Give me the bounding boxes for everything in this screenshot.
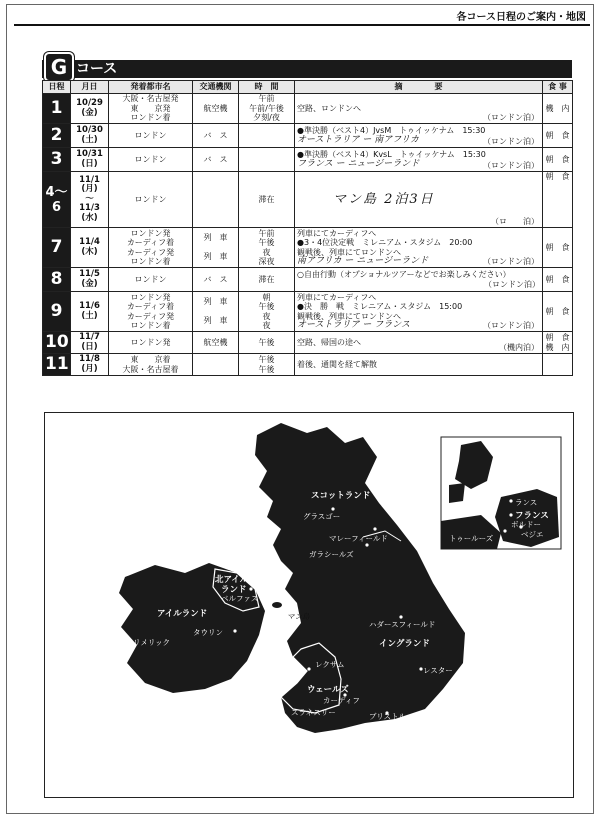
time-cell — [239, 332, 295, 354]
time-cell — [239, 124, 295, 148]
date-cell — [71, 268, 109, 292]
time-cell — [239, 354, 295, 376]
stay-text: （機内泊） — [499, 342, 539, 352]
date-text: 10/29 — [76, 98, 103, 108]
date-text: 11/5 — [79, 269, 100, 279]
meal-cell — [543, 268, 573, 292]
transport-text: 列 車 — [203, 297, 228, 307]
weekday-text: (土) — [81, 310, 98, 321]
summary-text: 列車にてカーディフへ — [297, 228, 377, 238]
date-cell — [71, 148, 109, 172]
label-scotland: スコットランド — [311, 491, 371, 501]
day-number: 3 — [43, 148, 71, 172]
city-text: ロンドン着 — [130, 113, 171, 123]
date-cell — [71, 354, 109, 376]
course-title-bar — [42, 60, 572, 78]
weekday-text: (木) — [81, 246, 98, 257]
day-number: 11 — [43, 354, 71, 376]
day-number: 7 — [43, 228, 71, 268]
city-cell — [109, 172, 193, 228]
label-swansea: スラネスリー — [291, 708, 336, 717]
stay-text: （ロンドン泊） — [483, 320, 539, 330]
city-text: カーディフ発 — [126, 247, 175, 257]
time-cell — [239, 148, 295, 172]
summary-cell — [295, 292, 543, 332]
label-wrexham: レクサム — [315, 660, 345, 669]
summary-text: 空路、ロンドンへ — [297, 103, 361, 113]
summary-text: ●準決勝（ベスト4）KvsL トゥイッケナム 15:30 — [297, 150, 486, 159]
city-cell — [109, 292, 193, 332]
transport-text: 航空機 — [203, 337, 228, 347]
transport-cell — [193, 228, 239, 268]
page-header-title: 各コース日程のご案内・地図 — [456, 12, 586, 23]
handwritten-note: 南アフリカ ー ニュージーランド — [297, 256, 429, 266]
city-text: 東 京発 — [130, 103, 171, 113]
weekday-text: (月) — [81, 184, 98, 195]
table-row — [43, 292, 573, 332]
col-header-meals: 食 事 — [543, 81, 573, 94]
city-text: ロンドン発 — [130, 292, 171, 302]
day-number: 9 — [43, 292, 71, 332]
table-row — [43, 148, 573, 172]
summary-text: 観戦後、列車にてロンドンへ — [297, 311, 401, 321]
time-text: 午後 — [258, 302, 275, 311]
transport-cell — [193, 124, 239, 148]
label-isle-of-man: マン島 — [287, 612, 310, 621]
label-galashiels: ガラシールズ — [309, 550, 354, 559]
city-text: カーディフ着 — [126, 238, 175, 247]
label-cardiff: カーディフ — [323, 696, 360, 705]
meal-text: 朝 食 — [545, 242, 570, 252]
weekday-text: (金) — [81, 107, 98, 118]
city-text: ロンドン — [134, 194, 167, 204]
summary-cell — [295, 124, 543, 148]
city-cell — [109, 148, 193, 172]
meal-text: 朝 食 — [545, 172, 570, 181]
transport-cell — [193, 94, 239, 124]
transport-text: 列 車 — [203, 252, 228, 262]
summary-cell — [295, 148, 543, 172]
meal-text: 朝 食 — [545, 154, 570, 164]
meal-cell — [543, 94, 573, 124]
date-cell — [71, 292, 109, 332]
label-huddersfield: ハダースフィールド — [369, 620, 436, 629]
time-text: 滞在 — [258, 274, 275, 284]
handwritten-note: オーストラリア ー フランス — [297, 320, 411, 330]
date-cell — [71, 332, 109, 354]
uk-map — [44, 412, 574, 798]
stay-text: （ロンドン泊） — [484, 279, 540, 289]
table-row — [43, 268, 573, 292]
time-cell — [239, 292, 295, 332]
table-row — [43, 354, 573, 376]
handwritten-note: フランス ー ニュージーランド — [297, 158, 420, 169]
city-text: カーディフ着 — [126, 302, 175, 311]
label-twickenham: トゥイッケナム — [425, 716, 477, 725]
meal-text: 朝 食 — [545, 130, 570, 140]
city-cell — [109, 94, 193, 124]
transport-text: バ ス — [203, 154, 228, 164]
label-dublin: タウリン — [193, 628, 223, 637]
day-number: 10 — [43, 332, 71, 354]
summary-cell — [295, 172, 543, 228]
time-text: 夜 — [262, 321, 271, 330]
itinerary-table — [42, 80, 573, 376]
col-header-city: 発着都市名 — [109, 81, 193, 94]
summary-text: ●決 勝 戦 ミレニアム・スタジム 15:00 — [297, 302, 463, 311]
time-text: 午後 — [258, 238, 275, 247]
col-header-day: 日程 — [43, 81, 71, 94]
date-text: 11/6 — [79, 301, 100, 311]
weekday-text: (月) — [81, 363, 98, 374]
table-header-row — [43, 81, 573, 94]
time-cell — [239, 228, 295, 268]
time-text: 深夜 — [258, 257, 275, 266]
label-lens: ランス — [515, 498, 538, 507]
time-text: 午後 — [258, 337, 275, 347]
transport-text: 列 車 — [203, 316, 228, 326]
city-text: ロンドン — [134, 130, 167, 140]
course-label: コース — [76, 61, 118, 77]
meal-text: 朝 食 — [545, 306, 570, 316]
summary-text: 空路、帰国の途へ — [297, 337, 361, 347]
meal-cell — [543, 148, 573, 172]
date-text: 10/30 — [76, 125, 103, 135]
city-cell — [109, 228, 193, 268]
table-row — [43, 94, 573, 124]
date-cell — [71, 172, 109, 228]
date-text: 11/7 — [79, 332, 100, 342]
time-text: 午前/午後 — [249, 103, 284, 113]
label-england: イングランド — [379, 639, 430, 649]
label-northern-ireland-2: ランド — [221, 585, 247, 595]
time-text: 午後 — [258, 364, 275, 374]
label-bristol: ブリストル — [369, 712, 407, 721]
meal-cell — [543, 332, 573, 354]
transport-text: バ ス — [203, 274, 228, 284]
city-text: 大阪・名古屋着 — [122, 364, 179, 374]
meal-cell — [543, 124, 573, 148]
map-graphic — [45, 413, 573, 797]
col-header-transport: 交通機関 — [193, 81, 239, 94]
transport-cell — [193, 332, 239, 354]
date-text: 11/8 — [79, 354, 100, 364]
stay-text: （ロンドン泊） — [483, 256, 539, 266]
label-bordeaux: ボルドー — [511, 520, 541, 529]
date-text: 11/3 — [79, 203, 100, 214]
summary-text: ○自由行動（オプショナルツアーなどでお楽しみください） — [297, 270, 511, 279]
date-text: 11/1 — [79, 174, 100, 185]
label-murrayfield: マレーフィールド — [329, 534, 388, 543]
city-text: 大阪・名古屋発 — [122, 94, 179, 104]
day-number: 2 — [43, 124, 71, 148]
date-range-mark: 〜 — [85, 193, 94, 204]
date-cell — [71, 94, 109, 124]
label-belfast: ベルファスト — [221, 594, 266, 603]
course-badge: G — [44, 52, 74, 82]
summary-cell — [295, 332, 543, 354]
city-text: ロンドン着 — [130, 257, 171, 266]
header-rule — [14, 24, 590, 26]
city-text: ロンドン着 — [130, 321, 171, 330]
day-number: 8 — [43, 268, 71, 292]
stay-text: （ロンドン泊） — [483, 160, 539, 170]
col-header-summary: 摘 要 — [295, 81, 543, 94]
city-cell — [109, 268, 193, 292]
summary-text: 着後、通関を経て解散 — [297, 359, 377, 369]
date-text: 10/31 — [76, 149, 103, 159]
date-text: 11/4 — [79, 237, 100, 247]
weekday-text: (金) — [81, 278, 98, 289]
summary-text: 観戦後、列車にてロンドンへ — [297, 247, 401, 257]
meal-cell — [543, 354, 573, 376]
city-cell — [109, 332, 193, 354]
transport-text: 列 車 — [203, 233, 228, 243]
time-text: 滞在 — [258, 194, 275, 204]
weekday-text: (水) — [81, 212, 98, 223]
city-text: ロンドン — [134, 274, 167, 284]
col-header-time: 時 間 — [239, 81, 295, 94]
meal-cell — [543, 292, 573, 332]
meal-text: 機 内 — [545, 342, 570, 352]
time-text: 午後 — [258, 355, 275, 364]
label-ireland: アイルランド — [157, 609, 208, 619]
label-france: フランス — [515, 511, 549, 521]
stay-text: （ロンドン泊） — [483, 136, 539, 146]
transport-cell — [193, 268, 239, 292]
summary-cell — [295, 354, 543, 376]
summary-text: 列車にてカーディフへ — [297, 292, 377, 302]
weekday-text: (日) — [81, 341, 98, 352]
summary-cell — [295, 228, 543, 268]
isle-of-man — [272, 602, 282, 608]
table-row — [43, 124, 573, 148]
label-northern-ireland-1: 北アイル — [215, 575, 249, 585]
summary-cell — [295, 268, 543, 292]
label-glasgow: グラスゴー — [303, 512, 341, 521]
date-cell — [71, 228, 109, 268]
meal-cell — [543, 228, 573, 268]
city-text: ロンドン発 — [130, 337, 171, 347]
city-cell — [109, 124, 193, 148]
summary-text: ●準決勝（ベスト4）JvsM トゥイッケナム 15:30 — [297, 126, 486, 135]
handwritten-note: マン島 2泊3日 — [333, 191, 435, 207]
summary-cell — [295, 94, 543, 124]
label-toulouse: トゥールーズ — [449, 534, 494, 543]
transport-cell — [193, 354, 239, 376]
label-limerick: リメリック — [133, 638, 171, 647]
city-text: 東 京着 — [130, 355, 171, 364]
time-text: 午前 — [258, 94, 275, 104]
time-cell — [239, 268, 295, 292]
time-text: 夜 — [262, 311, 271, 321]
time-text: 朝 — [262, 292, 271, 302]
time-cell — [239, 94, 295, 124]
label-leicester: レスター — [423, 666, 453, 675]
time-text: 夜 — [262, 247, 271, 257]
handwritten-note: オーストラリア ー 南アフリカ — [297, 134, 419, 145]
day-number: 4〜6 — [43, 172, 71, 228]
table-row — [43, 172, 573, 228]
label-wales: ウェールズ — [307, 685, 349, 695]
stay-text: （ロンドン泊） — [483, 112, 539, 122]
weekday-text: (土) — [81, 134, 98, 145]
transport-cell — [193, 148, 239, 172]
meal-text: 朝 食 — [545, 274, 570, 284]
city-text: ロンドン — [134, 154, 167, 164]
label-beziers: ベジエ — [521, 530, 544, 539]
stay-text: （ロ 泊） — [491, 216, 539, 226]
city-cell — [109, 354, 193, 376]
date-cell — [71, 124, 109, 148]
col-header-date: 月日 — [71, 81, 109, 94]
time-text: 夕刻/夜 — [253, 113, 280, 123]
day-number: 1 — [43, 94, 71, 124]
table-row — [43, 228, 573, 268]
weekday-text: (日) — [81, 158, 98, 169]
transport-cell — [193, 292, 239, 332]
time-cell — [239, 172, 295, 228]
city-text: ロンドン発 — [130, 228, 171, 238]
transport-text: 航空機 — [203, 103, 228, 113]
great-britain-landmass — [255, 423, 465, 733]
meal-text: 朝 食 — [545, 333, 570, 342]
meal-cell — [543, 172, 573, 228]
city-text: カーディフ発 — [126, 311, 175, 321]
summary-text: ●3・4位決定戦 ミレニアム・スタジム 20:00 — [297, 238, 473, 247]
transport-cell — [193, 172, 239, 228]
transport-text: バ ス — [203, 130, 228, 140]
meal-text: 機 内 — [545, 103, 570, 113]
table-row — [43, 332, 573, 354]
time-text: 午前 — [258, 228, 275, 238]
